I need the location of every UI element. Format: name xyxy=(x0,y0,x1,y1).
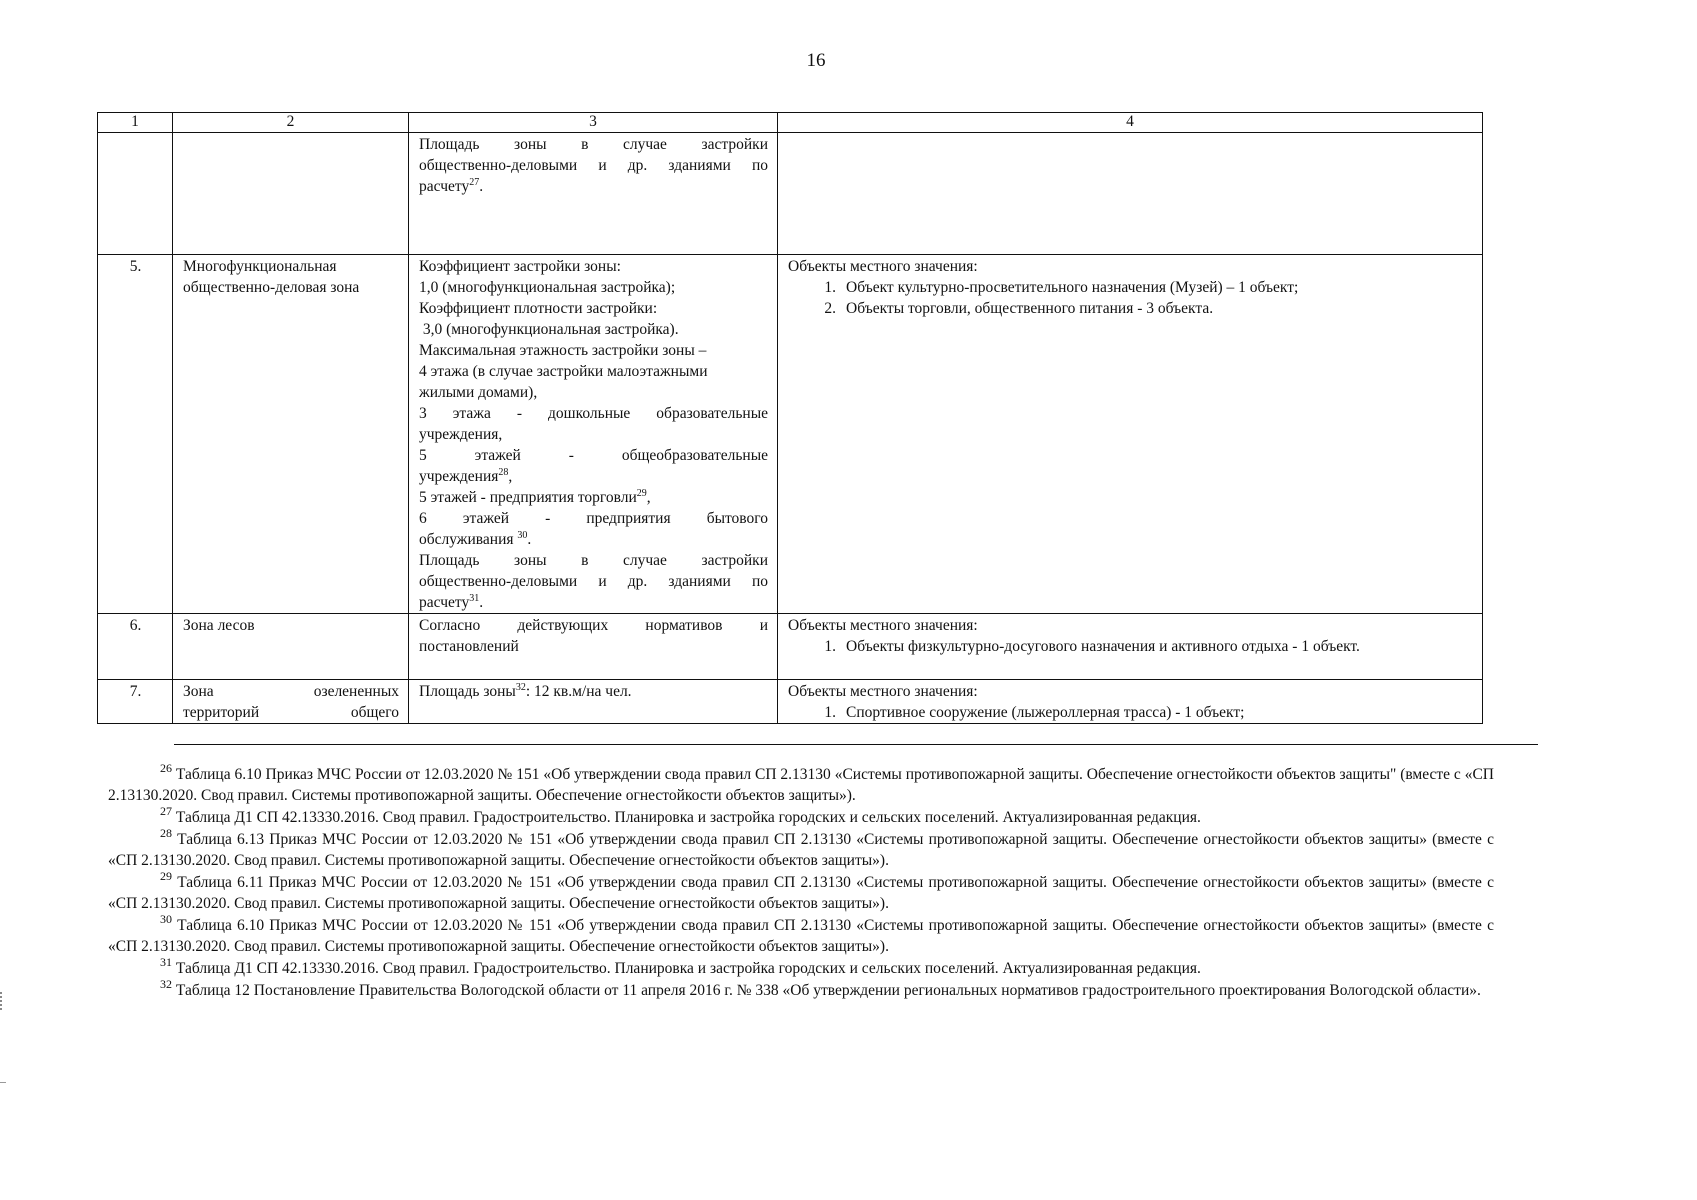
zone-objects xyxy=(778,133,1483,255)
param-line: жилыми домами), xyxy=(419,384,538,401)
param-line: общественно-деловыми и др. зданиями по xyxy=(419,573,768,590)
list-item: 1. Спортивное сооружение (лыжероллерная трасса) - 1 объект; xyxy=(824,704,1245,721)
footnote: $^{26}$ Таблица 6.10 Приказ МЧС России от 12.03.2020 № 151 «Об утверждении свода правил СП 2.13130 «Системы противопожарной защиты. Обеспечение огнестойкости объектов защиты" (вместе с «СП 2.13130.2020. Свод правил. Системы противопожарной защиты. Обеспечение огнестойкости объектов защиты»). xyxy=(108,761,1494,804)
zone-params xyxy=(409,680,778,724)
footnote-number: 32 xyxy=(160,977,172,991)
param-line: учреждения$^{28}$, xyxy=(419,467,513,485)
zone-objects xyxy=(778,680,1483,724)
footnote-number: 27 xyxy=(160,804,172,818)
scan-edge-mark xyxy=(0,1082,6,1087)
param-line: постановлений xyxy=(419,638,519,655)
param-line: Площадь зоны$^{32}$: 12 кв.м/на чел. xyxy=(419,682,632,700)
row-number xyxy=(98,133,173,255)
param-line: общественно-деловыми и др. зданиями по xyxy=(419,157,768,174)
objects-list xyxy=(788,636,1473,657)
footnotes xyxy=(108,761,1494,1002)
col-header-2: 2 xyxy=(173,113,409,133)
zone-name: Зона лесов xyxy=(173,614,409,680)
objects-list xyxy=(788,702,1473,723)
param-line: учреждения, xyxy=(419,426,503,443)
col-header-4: 4 xyxy=(778,113,1483,133)
zone-objects xyxy=(778,614,1483,680)
param-line: 4 этажа (в случае застройки малоэтажными xyxy=(419,363,708,380)
objects-title: Объекты местного значения: xyxy=(788,683,978,700)
zone-name: Многофункциональная общественно-деловая зона xyxy=(173,255,409,614)
param-line: 3,0 (многофункциональная застройка). xyxy=(419,321,679,338)
zone-objects xyxy=(778,255,1483,614)
footnote-number: 26 xyxy=(160,761,172,775)
row-number: 6. xyxy=(98,614,173,680)
param-line: 3 этажа - дошкольные образовательные xyxy=(419,405,768,422)
footnote-ref[interactable]: 31 xyxy=(469,593,480,604)
footnote: $^{31}$ Таблица Д1 СП 42.13330.2016. Свод правил. Градостроительство. Планировка и застройка городских и сельских поселений. Актуализированная редакция. xyxy=(160,955,1201,977)
param-line: расчету$^{31}$. xyxy=(419,593,484,611)
footnote-number: 30 xyxy=(160,912,172,926)
page-number: 16 xyxy=(806,50,826,71)
param-line: 5 этажей - предприятия торговли$^{29}$, xyxy=(419,488,651,506)
col-header-3: 3 xyxy=(409,113,778,133)
objects-title: Объекты местного значения: xyxy=(788,258,978,275)
footnote: $^{29}$ Таблица 6.11 Приказ МЧС России от 12.03.2020 № 151 «Об утверждении свода правил СП 2.13130 «Системы противопожарной защиты. Обеспечение огнестойкости объектов защиты» (вместе с «СП 2.13130.2020. Свод правил. Системы противопожарной защиты. Обеспечение огнестойкости объектов защиты»). xyxy=(108,869,1494,912)
row-number: 7. xyxy=(98,680,173,724)
param-line: обслуживания $^{30}$. xyxy=(419,530,532,548)
objects-title: Объекты местного значения: xyxy=(788,617,978,634)
footnote-ref[interactable]: 32 xyxy=(515,682,526,693)
param-line: 6 этажей - предприятия бытового xyxy=(419,510,768,527)
footnote-ref[interactable]: 29 xyxy=(636,488,647,499)
zones-table xyxy=(97,112,1483,724)
footnote-ref[interactable]: 30 xyxy=(517,530,528,541)
param-line: 1,0 (многофункциональная застройка); xyxy=(419,279,676,296)
zone-params xyxy=(409,614,778,680)
param-line: расчету$^{27}$. xyxy=(419,177,484,195)
zone-name xyxy=(173,680,409,724)
footnote: $^{32}$ Таблица 12 Постановление Правительства Вологодской области от 11 апреля 2016 г. № 338 «Об утверждении региональных нормативов градостроительного проектирования Вологодской области». xyxy=(160,977,1481,999)
footnote-ref[interactable]: 28 xyxy=(498,467,509,478)
table-row-6 xyxy=(98,614,1483,680)
param-line: Коэффициент плотности застройки: xyxy=(419,300,658,317)
footnote-number: 31 xyxy=(160,955,172,969)
param-line: Площадь зоны в случае застройки xyxy=(419,136,768,153)
table-row-continuation xyxy=(98,133,1483,255)
table-header-row xyxy=(98,113,1483,133)
footnote: $^{30}$ Таблица 6.10 Приказ МЧС России от 12.03.2020 № 151 «Об утверждении свода правил СП 2.13130 «Системы противопожарной защиты. Обеспечение огнестойкости объектов защиты» (вместе с «СП 2.13130.2020. Свод правил. Системы противопожарной защиты. Обеспечение огнестойкости объектов защиты»). xyxy=(108,912,1494,955)
table-row-7 xyxy=(98,680,1483,724)
zone-params xyxy=(409,133,778,255)
footnote-divider xyxy=(174,744,1538,745)
param-line: Площадь зоны в случае застройки xyxy=(419,552,768,569)
param-line: Коэффициент застройки зоны: xyxy=(419,258,621,275)
row-number: 5. xyxy=(98,255,173,614)
list-item: 1. Объект культурно-просветительного назначения (Музей) – 1 объект; xyxy=(824,279,1299,296)
zone-name xyxy=(173,133,409,255)
zone-name-line: Зона озелененных xyxy=(183,683,399,700)
param-line: Согласно действующих нормативов и xyxy=(419,617,768,634)
footnote-number: 29 xyxy=(160,869,172,883)
footnote-number: 28 xyxy=(160,826,172,840)
scan-edge-mark xyxy=(0,992,8,1010)
param-line: Максимальная этажность застройки зоны – xyxy=(419,342,707,359)
footnote-ref[interactable]: 27 xyxy=(469,177,480,188)
table-row-5 xyxy=(98,255,1483,614)
zone-name-line: территорий общего xyxy=(183,704,399,721)
objects-list xyxy=(788,277,1473,319)
param-line: 5 этажей - общеобразовательные xyxy=(419,447,768,464)
footnote: $^{28}$ Таблица 6.13 Приказ МЧС России от 12.03.2020 № 151 «Об утверждении свода правил СП 2.13130 «Системы противопожарной защиты. Обеспечение огнестойкости объектов защиты» (вместе с «СП 2.13130.2020. Свод правил. Системы противопожарной защиты. Обеспечение огнестойкости объектов защиты»). xyxy=(108,826,1494,869)
list-item: 2. Объекты торговли, общественного питания - 3 объекта. xyxy=(824,300,1214,317)
list-item: 1. Объекты физкультурно-досугового назначения и активного отдыха - 1 объект. xyxy=(824,638,1360,655)
col-header-1: 1 xyxy=(98,113,173,133)
footnote: $^{27}$ Таблица Д1 СП 42.13330.2016. Свод правил. Градостроительство. Планировка и застройка городских и сельских поселений. Актуализированная редакция. xyxy=(160,804,1201,826)
zone-params xyxy=(409,255,778,614)
